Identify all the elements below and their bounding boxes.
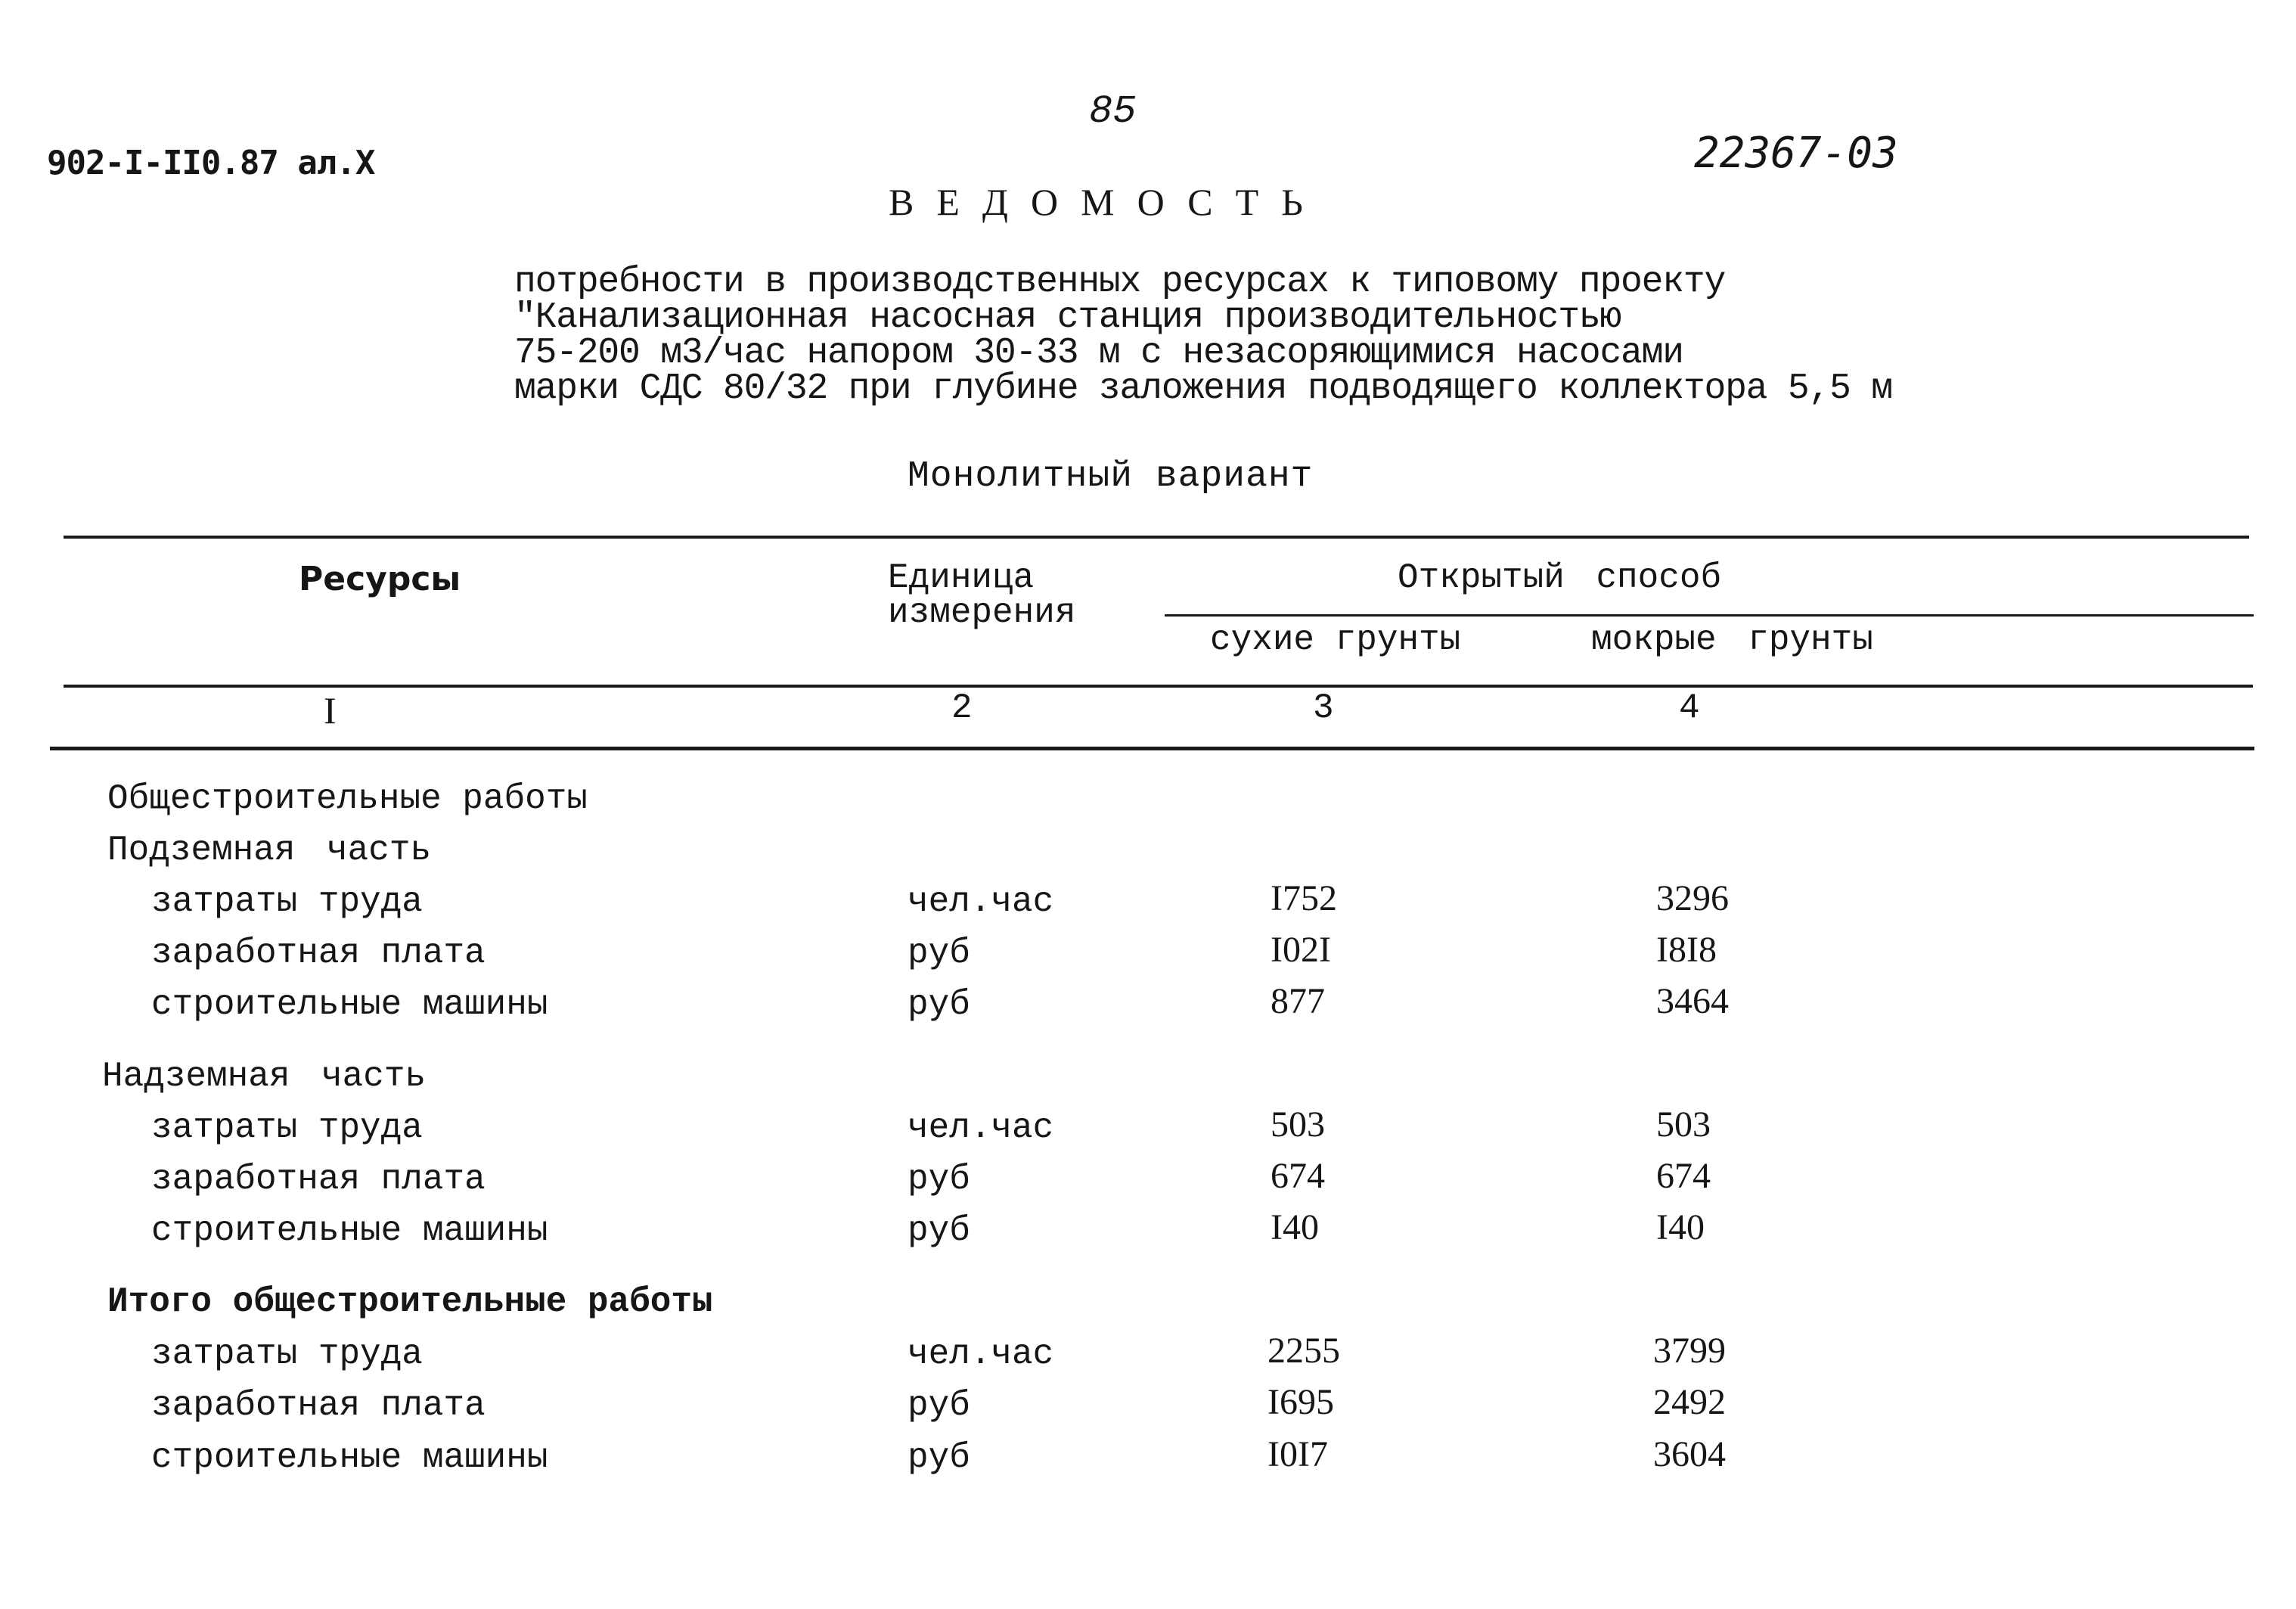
row-value-wet: I8I8: [1656, 930, 1717, 970]
row-unit: чел.час: [908, 1108, 1054, 1148]
table-column-numbers-rule: [50, 747, 2254, 750]
row-value-wet: 3604: [1653, 1434, 1726, 1474]
header-dry-soil: сухие грунты: [1210, 620, 1461, 660]
table-top-rule: [64, 536, 2249, 539]
header-bottom-rule: [64, 685, 2253, 688]
row-label: затраты труда: [151, 1108, 423, 1148]
row-label: заработная плата: [151, 1160, 486, 1199]
document-subtitle: [514, 262, 1892, 409]
row-value-wet: 674: [1656, 1156, 1711, 1196]
row-unit: руб: [908, 1438, 970, 1477]
header-resources: Ресурсы: [299, 560, 461, 598]
row-value-dry: 877: [1271, 981, 1325, 1021]
group-title: Подземная часть: [107, 831, 432, 870]
row-unit: руб: [908, 1386, 970, 1425]
header-unit-line2: измерения: [888, 593, 1076, 632]
row-unit: руб: [908, 1211, 970, 1250]
row-value-dry: I0I7: [1267, 1434, 1328, 1474]
column-number: 4: [1679, 688, 1700, 728]
header-open-method: Открытый способ: [1398, 558, 1722, 598]
row-value-dry: 503: [1271, 1104, 1325, 1145]
variant-label: Монолитный вариант: [908, 456, 1314, 497]
row-value-dry: I752: [1271, 878, 1337, 918]
group-title: Итого общестроительные работы: [107, 1282, 713, 1322]
section-title: Общестроительные работы: [107, 779, 588, 818]
row-value-dry: 2255: [1267, 1331, 1340, 1371]
row-unit: чел.час: [908, 882, 1054, 921]
row-unit: руб: [908, 985, 970, 1024]
document-code-left: 902-I-II0.87 ал.Х: [47, 144, 375, 182]
row-label: строительные машины: [151, 1438, 548, 1477]
row-label: строительные машины: [151, 1211, 548, 1250]
document-title: ВЕДОМОСТЬ: [889, 181, 1326, 223]
row-label: заработная плата: [151, 933, 486, 973]
row-value-wet: 3799: [1653, 1331, 1726, 1371]
column-number: 2: [951, 688, 973, 728]
subtitle-line: "Канализационная насосная станция производительностью: [514, 297, 1621, 338]
column-number: I: [324, 689, 337, 732]
group-title: Надземная часть: [102, 1057, 427, 1096]
row-unit: руб: [908, 1160, 970, 1199]
row-unit: руб: [908, 933, 970, 973]
header-wet-soil: мокрые грунты: [1591, 620, 1873, 660]
row-label: затраты труда: [151, 1334, 423, 1374]
row-unit: чел.час: [908, 1334, 1054, 1374]
header-unit-line1: Единица: [888, 558, 1035, 598]
row-value-wet: 3296: [1656, 878, 1729, 918]
row-value-wet: 2492: [1653, 1382, 1726, 1422]
row-value-wet: 3464: [1656, 981, 1729, 1021]
column-number: 3: [1313, 688, 1334, 728]
row-label: затраты труда: [151, 882, 423, 921]
document-code-right: 22367-03: [1694, 129, 1898, 178]
row-label: строительные машины: [151, 985, 548, 1024]
row-value-dry: 674: [1271, 1156, 1325, 1196]
row-label: заработная плата: [151, 1386, 486, 1425]
row-value-dry: I02I: [1271, 930, 1331, 970]
page-number: 85: [1089, 89, 1137, 134]
row-value-wet: I40: [1656, 1207, 1705, 1247]
row-value-dry: I695: [1267, 1382, 1334, 1422]
row-value-dry: I40: [1271, 1207, 1319, 1247]
row-value-wet: 503: [1656, 1104, 1711, 1145]
method-divider-rule: [1165, 614, 2254, 617]
subtitle-line: марки СДС 80/32 при глубине заложения подводящего коллектора 5,5 м: [514, 368, 1892, 409]
subtitle-line: 75-200 м3/час напором 30-33 м с незасоряющимися насосами: [514, 333, 1683, 374]
subtitle-line: потребности в производственных ресурсах к типовому проекту: [514, 262, 1726, 303]
